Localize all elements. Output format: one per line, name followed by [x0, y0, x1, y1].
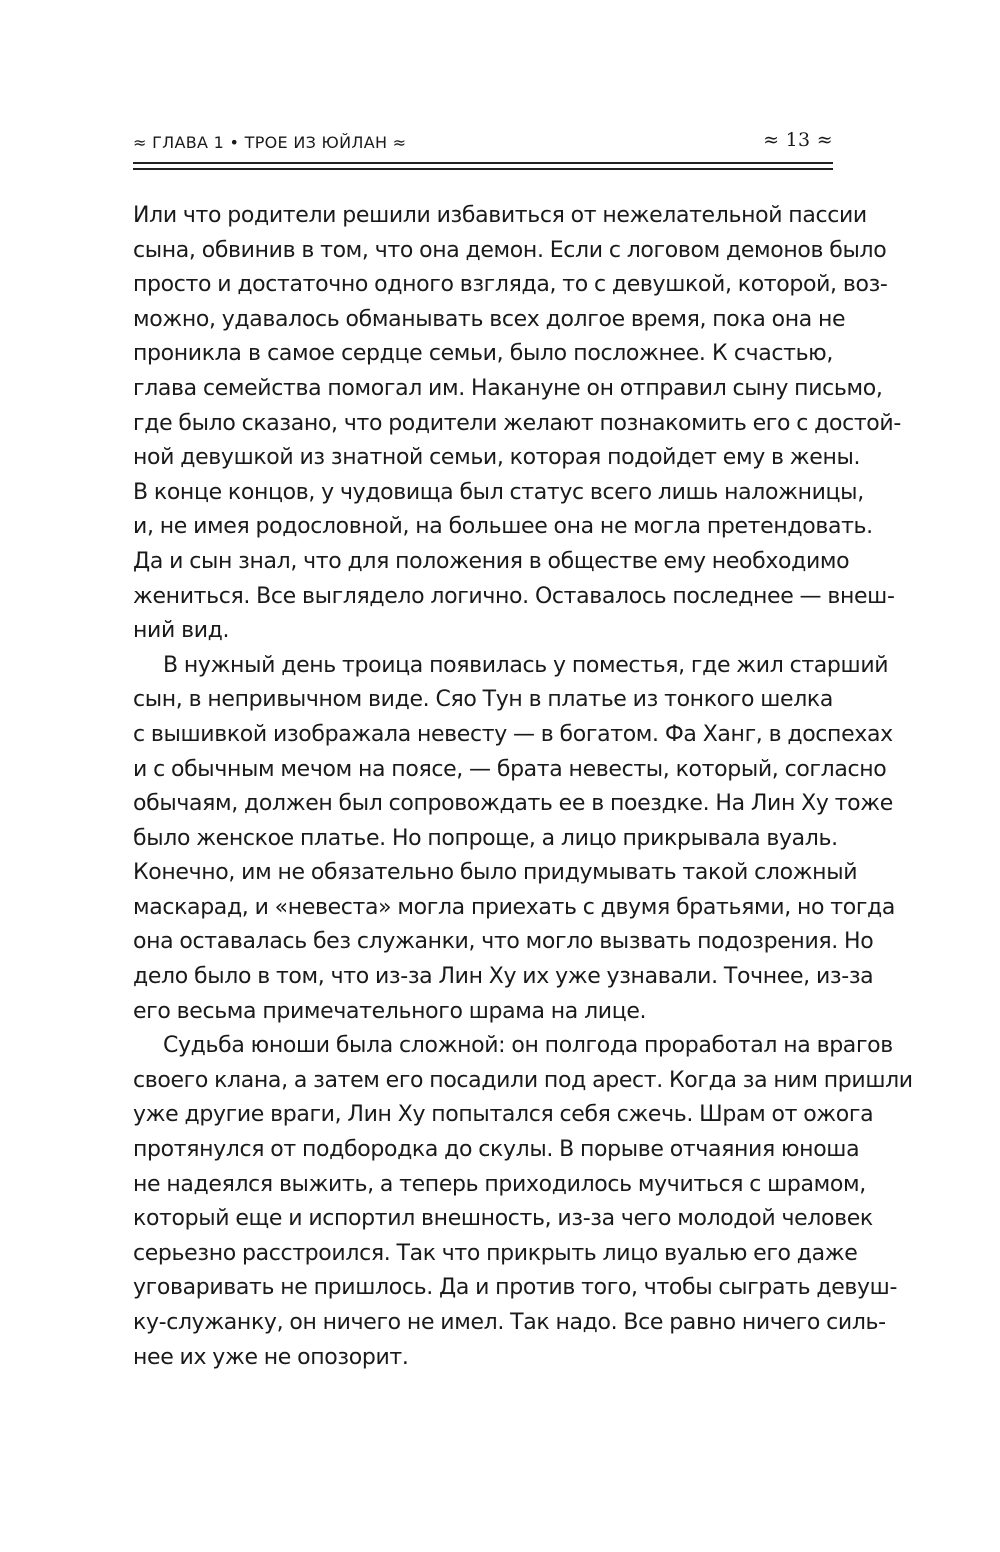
- text-line: и с обычным мечом на поясе, — брата невесты, который, согласно: [133, 756, 887, 782]
- text-line: ку-служанку, он ничего не имел. Так надо. Все равно ничего силь-: [133, 1310, 886, 1335]
- text-line: В нужный день троица появилась у поместья, где жил старший: [163, 652, 889, 678]
- text-line: с вышивкой изображала невесту — в богатом. Фа Ханг, в доспехах: [133, 721, 893, 747]
- text-line: Или что родители решили избавиться от нежелательной пассии: [133, 203, 867, 228]
- text-line: глава семейства помогал им. Накануне он отправил сыну письмо,: [133, 375, 883, 401]
- text-line: его весьма примечательного шрама на лице.: [133, 998, 647, 1024]
- header-rule-bottom: [133, 168, 833, 170]
- text-line: сына, обвинив в том, что она демон. Если с логовом демонов было: [133, 237, 887, 263]
- text-line: можно, удавалось обманывать всех долгое время, пока она не: [133, 306, 846, 332]
- text-line: В конце концов, у чудовища был статус всего лишь наложницы,: [133, 479, 864, 505]
- text-line: ний вид.: [133, 618, 230, 644]
- text-line: нее их уже не опозорит.: [133, 1344, 409, 1370]
- text-line: не надеялся выжить, а теперь приходилось мучиться с шрамом,: [133, 1171, 866, 1197]
- text-line: Да и сын знал, что для положения в обществе ему необходимо: [133, 548, 850, 574]
- text-line: где было сказано, что родители желают познакомить его с достой-: [133, 410, 901, 436]
- text-line: уговаривать не пришлось. Да и против того, чтобы сыграть девуш-: [133, 1275, 898, 1301]
- text-line: было женское платье. Но попроще, а лицо прикрывала вуаль.: [133, 825, 838, 851]
- text-line: и, не имея родословной, на большее она не могла претендовать.: [133, 514, 873, 540]
- paragraph-3: [133, 1029, 913, 1375]
- text-line: проникла в самое сердце семьи, было посложнее. К счастью,: [133, 341, 833, 367]
- text-line: жениться. Все выглядело логично. Оставалось последнее — внеш-: [133, 583, 895, 609]
- body-text: [133, 199, 913, 1375]
- text-line: Судьба юноши была сложной: он полгода проработал на врагов: [163, 1033, 893, 1059]
- paragraph-2: [133, 649, 896, 1030]
- running-head: [133, 127, 833, 159]
- text-line: который еще и испортил внешность, из-за чего молодой человек: [133, 1206, 873, 1232]
- text-line: сын, в непривычном виде. Сяо Тун в платье из тонкого шелка: [133, 687, 833, 713]
- text-line: обычаям, должен был сопровождать ее в поездке. На Лин Ху тоже: [133, 791, 893, 817]
- text-line: протянулся от подбородка до скулы. В порыве отчаяния юноша: [133, 1137, 860, 1163]
- text-line: Конечно, им не обязательно было придумывать такой сложный: [133, 860, 858, 886]
- page-number: ≈ 13 ≈: [763, 129, 833, 151]
- header-rule-top: [133, 162, 833, 164]
- text-line: маскарад, и «невеста» могла приехать с двумя братьями, но тогда: [133, 894, 896, 920]
- text-line: просто и достаточно одного взгляда, то с девушкой, которой, воз-: [133, 272, 888, 298]
- chapter-title: ≈ ГЛАВА 1 • ТРОЕ ИЗ ЮЙЛАН ≈: [133, 133, 407, 152]
- paragraph-1: [133, 199, 901, 649]
- text-line: ной девушкой из знатной семьи, которая подойдет ему в жены.: [133, 445, 861, 471]
- text-line: своего клана, а затем его посадили под арест. Когда за ним пришли: [133, 1067, 913, 1093]
- text-line: дело было в том, что из-за Лин Ху их уже узнавали. Точнее, из-за: [133, 964, 874, 990]
- text-line: серьезно расстроился. Так что прикрыть лицо вуалью его даже: [133, 1240, 858, 1266]
- text-line: уже другие враги, Лин Ху попытался себя сжечь. Шрам от ожога: [133, 1102, 874, 1128]
- text-line: она оставалась без служанки, что могло вызвать подозрения. Но: [133, 929, 874, 955]
